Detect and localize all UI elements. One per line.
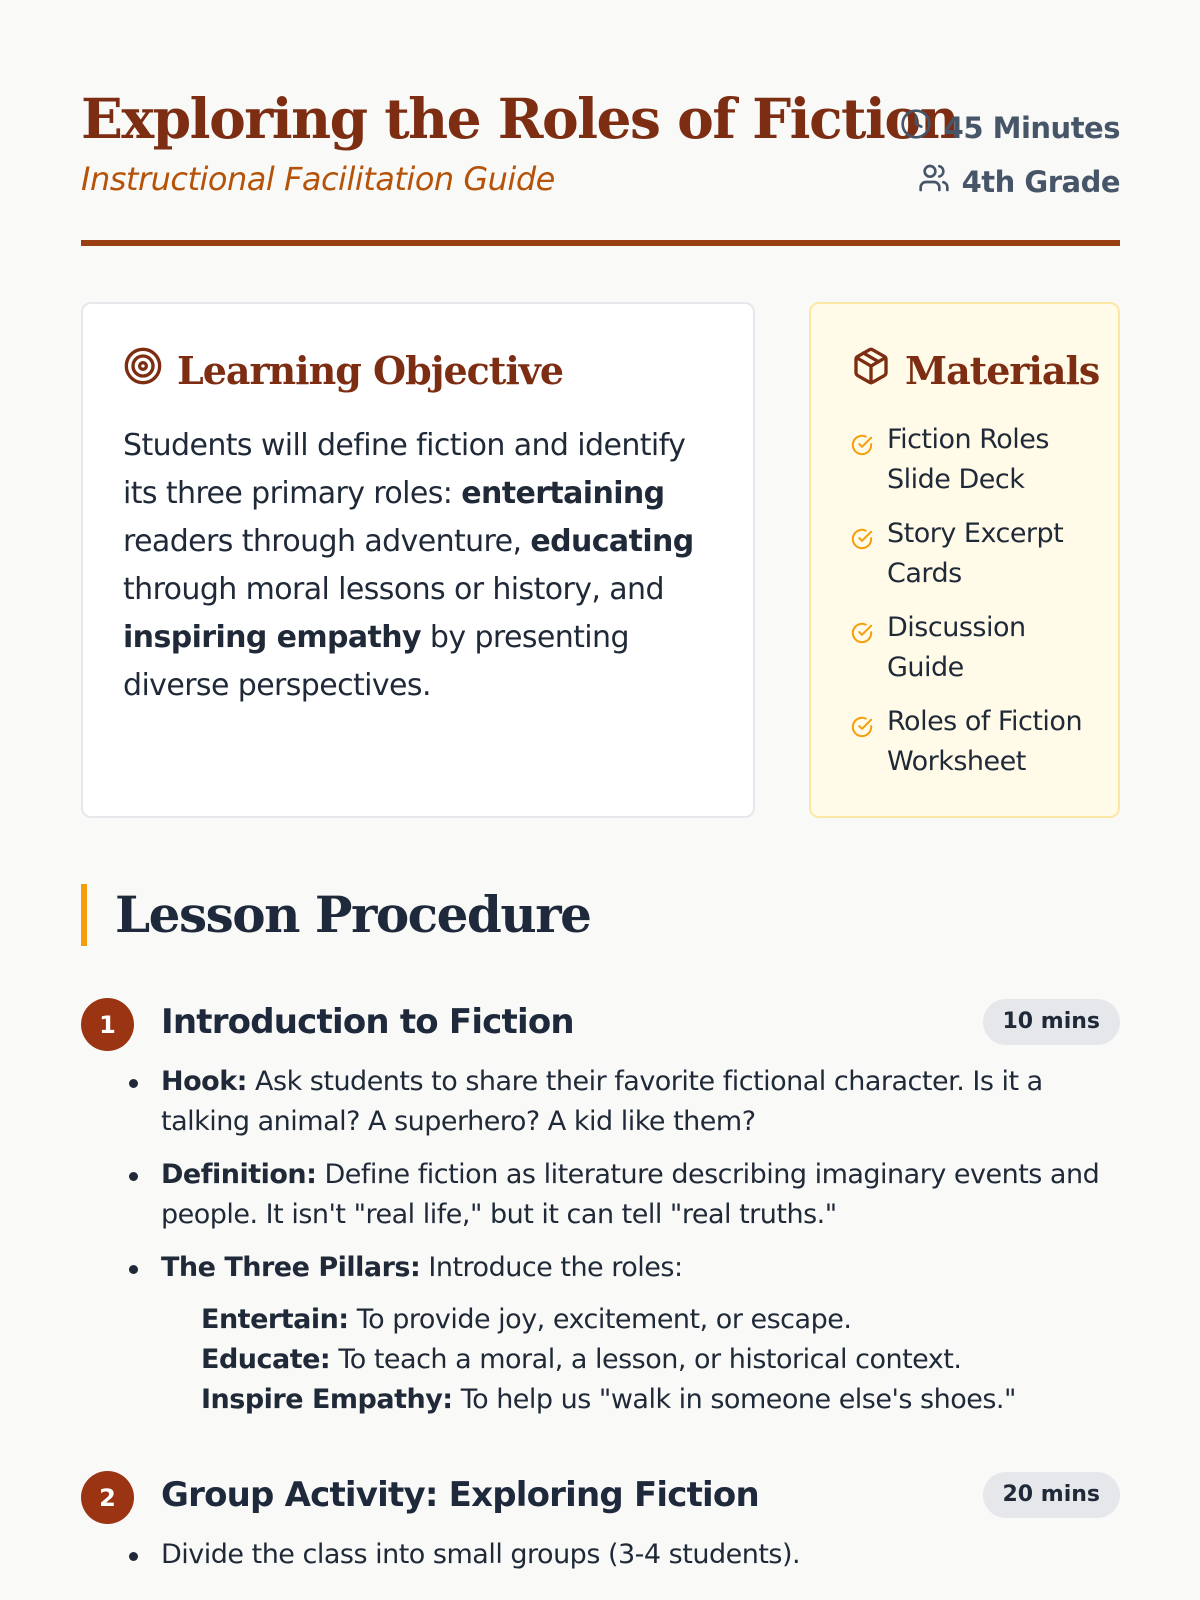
grade-label: 4th Grade xyxy=(961,164,1120,199)
objective-emphasis: entertaining xyxy=(461,476,665,511)
material-label: Discussion Guide xyxy=(887,612,1026,683)
bullet-label: Hook: xyxy=(161,1066,247,1097)
package-icon xyxy=(851,346,891,395)
step-number-badge: 1 xyxy=(81,998,134,1051)
lesson-header xyxy=(81,0,1120,250)
role-label: Educate: xyxy=(201,1344,331,1375)
page-title: Exploring the Roles of Fiction xyxy=(81,86,959,151)
role-label: Entertain: xyxy=(201,1304,349,1335)
material-item xyxy=(851,702,1091,782)
role-item xyxy=(201,1380,1120,1420)
role-text: To help us "walk in someone else's shoes." xyxy=(452,1384,1016,1415)
step-bullet-list xyxy=(161,1535,1120,1588)
step-bullet xyxy=(161,1155,1120,1235)
material-item xyxy=(851,514,1091,594)
objective-text-part: through moral lessons or history, and xyxy=(123,572,664,607)
step-title: Group Activity: Exploring Fiction xyxy=(161,1475,759,1515)
material-label: Story Excerpt Cards xyxy=(887,518,1064,589)
material-label: Roles of Fiction Worksheet xyxy=(887,706,1083,777)
objective-heading-label: Learning Objective xyxy=(177,348,564,393)
material-item xyxy=(851,608,1091,688)
check-circle-icon xyxy=(851,522,873,594)
header-divider xyxy=(81,240,1120,246)
section-heading: Lesson Procedure xyxy=(81,884,590,946)
page-subtitle: Instructional Facilitation Guide xyxy=(81,160,555,198)
users-icon xyxy=(918,162,950,201)
role-item xyxy=(201,1340,1120,1380)
step-duration-badge: 20 mins xyxy=(983,1472,1121,1518)
objective-text xyxy=(123,422,723,710)
lesson-plan-page xyxy=(81,0,1120,1570)
check-circle-icon xyxy=(851,710,873,782)
step-bullet xyxy=(161,1062,1120,1142)
materials-heading-label: Materials xyxy=(905,348,1100,393)
step-duration-badge: 10 mins xyxy=(983,999,1121,1045)
learning-objective-card xyxy=(81,302,755,818)
duration-meta xyxy=(900,108,1120,147)
step-bullet xyxy=(161,1248,1120,1420)
material-label: Fiction Roles Slide Deck xyxy=(887,424,1049,495)
objective-text-part: readers through adventure, xyxy=(123,524,531,559)
objective-emphasis: educating xyxy=(530,524,694,559)
check-circle-icon xyxy=(851,428,873,500)
materials-card xyxy=(809,302,1120,818)
bullet-text: Ask students to share their favorite fictional character. Is it a talking animal? A superhero? A kid like them? xyxy=(161,1066,1043,1137)
role-label: Inspire Empathy: xyxy=(201,1384,453,1415)
step-bullet-list xyxy=(161,1062,1120,1433)
duration-label: 45 Minutes xyxy=(943,110,1120,145)
grade-meta xyxy=(918,162,1120,201)
material-item xyxy=(851,420,1091,500)
bullet-text: Introduce the roles: xyxy=(420,1252,683,1283)
roles-sub-list xyxy=(161,1300,1120,1420)
step-number-badge: 2 xyxy=(81,1471,134,1524)
bullet-text: Define fiction as literature describing imaginary events and people. It isn't "real life," but it can tell "real truths." xyxy=(161,1159,1100,1230)
step-title: Introduction to Fiction xyxy=(161,1002,574,1042)
materials-list xyxy=(851,420,1091,796)
role-text: To provide joy, excitement, or escape. xyxy=(348,1304,852,1335)
check-circle-icon xyxy=(851,616,873,688)
materials-heading xyxy=(851,346,1099,395)
target-icon xyxy=(123,346,163,395)
step-bullet: Divide the class into small groups (3-4 students). xyxy=(161,1535,1120,1575)
objective-text-part: by presenting diverse perspectives. xyxy=(123,620,629,703)
objective-heading xyxy=(123,346,563,395)
objective-emphasis: inspiring empathy xyxy=(123,620,421,655)
role-item xyxy=(201,1300,1120,1340)
bullet-label: Definition: xyxy=(161,1159,317,1190)
role-text: To teach a moral, a lesson, or historical context. xyxy=(330,1344,962,1375)
objective-text-part: Students will define fiction and identify its three primary roles: xyxy=(123,428,686,511)
clock-icon xyxy=(900,108,932,147)
bullet-label: The Three Pillars: xyxy=(161,1252,421,1283)
